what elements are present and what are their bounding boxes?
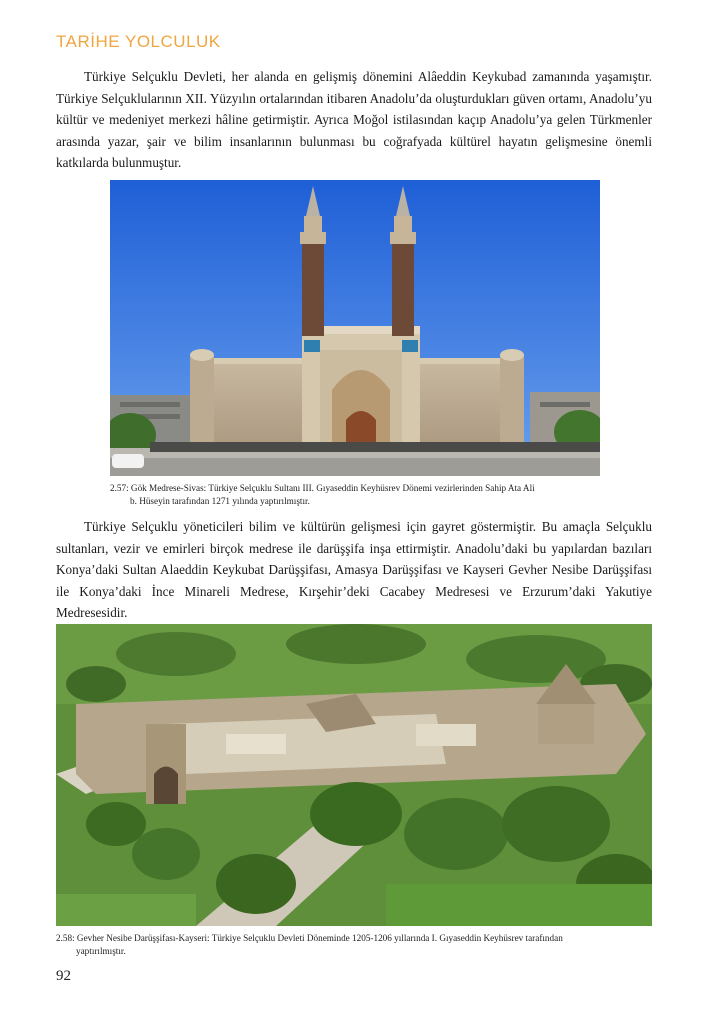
caption-line: yaptırılmıştır. [76, 945, 126, 956]
paragraph-2: Türkiye Selçuklu yöneticileri bilim ve kültürün gelişmesi için gayret göstermiştir. Bu amaçla Selçuklu sultanları, vezir ve emirleri birçok medrese ile darüşşifa inşa ettirmiştir. Anadolu’daki bu yapılardan bazıları Konya’daki Sultan Alaeddin Keykubat Darüşşifası, Amasya Darüşşifası ve Kayseri Gevher Nesibe Darüşşifası ile Konya’daki İnce Minareli Medrese, Kırşehir’deki Cacabey Medresesi ve Erzurum’daki Yakutiye Medresesidir. [56, 519, 652, 620]
gok-medrese-photo [110, 180, 600, 476]
figure-caption-2-58 [56, 932, 656, 957]
gevher-nesibe-photo [56, 624, 652, 926]
caption-line: 2.57: Gök Medrese-Sivas: Türkiye Selçuklu Sultanı III. Gıyaseddin Keyhüsrev Dönemi vezirlerinden Sahip Ata Ali [110, 483, 535, 493]
page-number: 92 [56, 968, 71, 984]
caption-line: b. Hüseyin tarafından 1271 yılında yaptırılmıştır. [130, 495, 310, 506]
chapter-header: TARİHE YOLCULUK [56, 32, 221, 51]
figure-caption-2-57 [110, 482, 606, 507]
paragraph-1: Türkiye Selçuklu Devleti, her alanda en gelişmiş dönemini Alâeddin Keykubad zamanında yaşamıştır. Türkiye Selçuklularının XII. Yüzyılın ortalarından itibaren Anadolu’da oluşturdukları güven ortamı, Anadolu’yu kültür ve medeniyet merkezi hâline getirmiştir. Ayrıca Moğol istilasından kaçıp Anadolu’ya gelen Türkmenler arasında yazar, şair ve bilim insanlarının bulunması bu coğrafyada kültürel hayatın gelişmesine önemli katkılarda bulunmuştur. [56, 69, 652, 170]
caption-line: 2.58: Gevher Nesibe Darüşşifası-Kayseri: Türkiye Selçuklu Devleti Döneminde 1205-1206 yıllarında I. Gıyaseddin Keyhüsrev tarafından [56, 933, 563, 943]
